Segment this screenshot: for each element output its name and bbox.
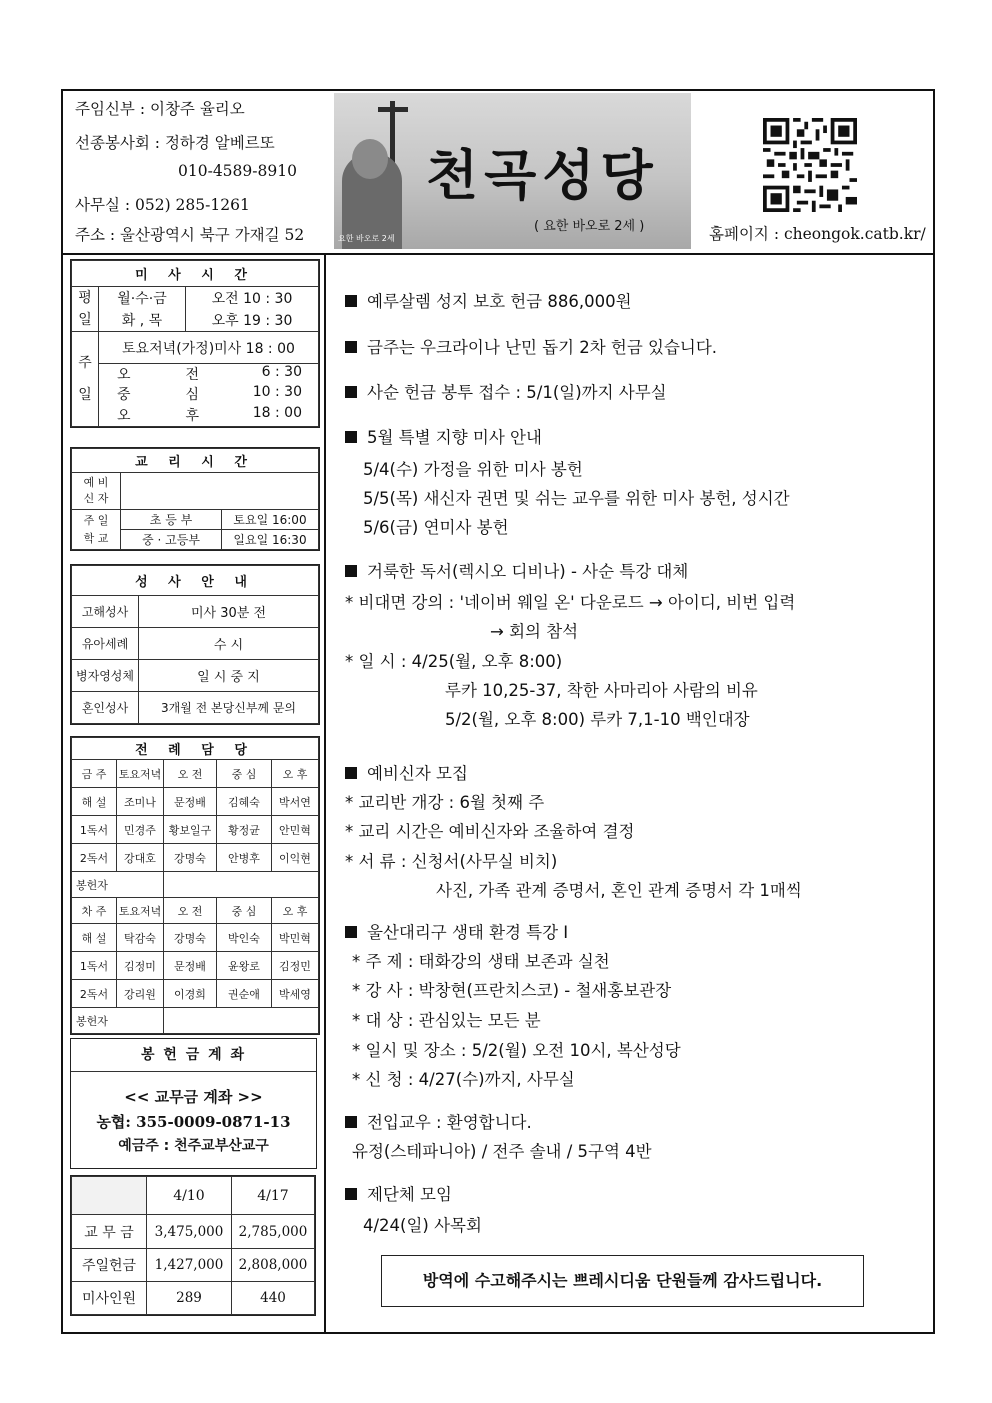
stats-value: 1,427,000 xyxy=(147,1249,232,1282)
sunday-row-2: 중 심 10 : 30 xyxy=(99,384,319,404)
bullet-square-icon xyxy=(345,431,357,443)
stats-label: 주일헌금 xyxy=(72,1249,147,1282)
stats-value: 2,785,000 xyxy=(232,1215,315,1249)
elementary-time: 토요일 16:00 xyxy=(222,510,319,530)
church-banner xyxy=(334,93,691,249)
lectio-date-2: 루카 10,25-37, 착한 사마리아 사람의 비유 xyxy=(445,681,758,700)
stats-value: 289 xyxy=(147,1282,232,1315)
liturgy-cell: 2독서 xyxy=(72,844,117,872)
lectio-online-2: → 회의 참석 xyxy=(490,622,579,641)
liturgy-header-cell: 금 주 xyxy=(72,760,117,788)
column-divider xyxy=(324,253,326,1334)
notice-lectio-title: 거룩한 독서(렉시오 디비나) - 사순 특강 대체 xyxy=(345,558,688,582)
banner-caption: 요한 바오로 2세 xyxy=(338,234,395,243)
church-name: 천곡성당 xyxy=(426,144,659,207)
notice-eco-title: 울산대리구 생태 환경 특강 Ⅰ xyxy=(345,919,568,943)
liturgy-cell: 강리원 xyxy=(117,980,164,1008)
bullet-square-icon xyxy=(345,565,357,577)
notice-jerusalem: 예루살렘 성지 보호 헌금 886,000원 xyxy=(345,288,632,312)
sacrament-name: 유아세례 xyxy=(72,628,139,660)
catechism-title: 교 리 시 간 xyxy=(72,449,319,473)
sunday-row-3: 오 후 18 : 00 xyxy=(99,404,319,426)
mission-phone: 010-4589-8910 xyxy=(178,162,297,180)
sacrament-value: 미사 30분 전 xyxy=(139,596,319,628)
cross-icon xyxy=(378,107,408,112)
catechumen-line: * 교리반 개강 : 6월 첫째 주 xyxy=(345,793,545,812)
catechism-table xyxy=(71,448,319,550)
weekday-days-1: 월·수·금 xyxy=(99,287,186,310)
account-subtitle: << 교무금 계좌 >> xyxy=(124,1088,263,1106)
liturgy-cell: 해 설 xyxy=(72,788,117,816)
notice-catechumen-title: 예비신자 모집 xyxy=(345,760,468,784)
liturgy-cell: 김정미 xyxy=(117,952,164,980)
sacrament-value: 일 시 중 지 xyxy=(139,660,319,692)
stats-date: 4/17 xyxy=(232,1177,315,1215)
may-mass-line: 5/4(수) 가정을 위한 미사 봉헌 xyxy=(363,460,583,479)
liturgy-header-cell: 오 후 xyxy=(272,898,319,924)
account-holder: 예금주 : 천주교부산교구 xyxy=(118,1138,269,1154)
header-divider xyxy=(61,253,935,255)
liturgy-header-cell: 중 심 xyxy=(217,898,272,924)
lectio-date-3: 5/2(월, 오후 8:00) 루카 7,1-10 백인대장 xyxy=(445,710,750,729)
liturgy-cell: 2독서 xyxy=(72,980,117,1008)
catechumen-line: * 서 류 : 신청서(사무실 비치) xyxy=(345,852,558,871)
liturgy-cell: 박서연 xyxy=(272,788,319,816)
liturgy-cell: 강대호 xyxy=(117,844,164,872)
catechumen-line: * 교리 시간은 예비신자와 조율하여 결정 xyxy=(345,822,635,841)
stats-label: 교 무 금 xyxy=(72,1215,147,1249)
liturgy-cell: 해 설 xyxy=(72,924,117,952)
liturgy-header-cell: 오 전 xyxy=(164,898,217,924)
bullet-square-icon xyxy=(345,386,357,398)
sacraments-table xyxy=(71,565,319,724)
bullet-square-icon xyxy=(345,1188,357,1200)
notice-may-mass-title: 5월 특별 지향 미사 안내 xyxy=(345,424,542,448)
liturgy-cell: 황정균 xyxy=(217,816,272,844)
stats-value: 3,475,000 xyxy=(147,1215,232,1249)
stats-value: 2,808,000 xyxy=(232,1249,315,1282)
liturgy-cell: 박민혁 xyxy=(272,924,319,952)
liturgy-title: 전 례 담 당 xyxy=(72,738,319,760)
bullet-square-icon xyxy=(345,926,357,938)
bullet-square-icon xyxy=(345,1116,357,1128)
bullet-square-icon xyxy=(345,767,357,779)
eco-line: * 대 상 : 관심있는 모든 분 xyxy=(352,1011,541,1030)
sacrament-value: 3개월 전 본당신부께 문의 xyxy=(139,692,319,724)
liturgy-cell: 박세영 xyxy=(272,980,319,1008)
bullet-square-icon xyxy=(345,341,357,353)
sacrament-name: 고해성사 xyxy=(72,596,139,628)
liturgy-cell: 박인숙 xyxy=(217,924,272,952)
account-box xyxy=(70,1038,317,1169)
stats-date: 4/10 xyxy=(147,1177,232,1215)
liturgy-cell: 1독서 xyxy=(72,816,117,844)
offertory-cell xyxy=(164,1008,319,1034)
sacrament-value: 수 시 xyxy=(139,628,319,660)
liturgy-cell: 권순애 xyxy=(217,980,272,1008)
middle-high-time: 일요일 16:30 xyxy=(222,530,319,550)
stats-value: 440 xyxy=(232,1282,315,1315)
pastor-info: 주임신부 : 이창주 율리오 xyxy=(75,100,245,118)
stats-corner xyxy=(72,1177,147,1215)
liturgy-header-cell: 중 심 xyxy=(217,760,272,788)
weekday-time-1: 오전 10 : 30 xyxy=(186,287,319,310)
middle-high-label: 중 · 고등부 xyxy=(121,530,222,550)
stats-label: 미사인원 xyxy=(72,1282,147,1315)
closing-thanks-box: 방역에 수고해주시는 쁘레시디움 단원들께 감사드립니다. xyxy=(381,1255,864,1307)
offertory-label: 봉헌자 xyxy=(72,1008,164,1034)
notice-welcome-title: 전입교우 : 환영합니다. xyxy=(345,1109,532,1133)
bullet-square-icon xyxy=(345,295,357,307)
lectio-online: * 비대면 강의 : '네이버 웨일 온' 다운로드 → 아이디, 비번 입력 xyxy=(345,593,796,612)
mass-times-title: 미 사 시 간 xyxy=(72,261,319,287)
account-number: 농협: 355-0009-0871-13 xyxy=(96,1113,291,1131)
sacrament-name: 병자영성체 xyxy=(72,660,139,692)
liturgy-cell: 조미나 xyxy=(117,788,164,816)
saturday-mass: 토요저녁(가정)미사 18 : 00 xyxy=(99,332,319,364)
eco-line: * 일시 및 장소 : 5/2(월) 오전 10시, 복산성당 xyxy=(352,1041,681,1060)
sacrament-name: 혼인성사 xyxy=(72,692,139,724)
liturgy-cell: 강명숙 xyxy=(164,844,217,872)
catechumen-time xyxy=(121,473,319,510)
liturgy-header-cell: 토요저녁 xyxy=(117,898,164,924)
liturgy-header-cell: 오 후 xyxy=(272,760,319,788)
sunday-row-1: 오 전 6 : 30 xyxy=(99,364,319,385)
weekday-label: 평 일 xyxy=(72,287,99,332)
liturgy-table xyxy=(71,737,319,1034)
lectio-date: * 일 시 : 4/25(월, 오후 8:00) xyxy=(345,652,563,671)
mass-times-table xyxy=(71,260,319,427)
sunday-school-label: 주 일 학 교 xyxy=(72,510,121,550)
notice-lent-envelope: 사순 헌금 봉투 접수 : 5/1(일)까지 사무실 xyxy=(345,379,667,403)
liturgy-cell: 황보일구 xyxy=(164,816,217,844)
liturgy-cell: 문정배 xyxy=(164,788,217,816)
liturgy-cell: 탁감숙 xyxy=(117,924,164,952)
may-mass-line: 5/5(목) 새신자 권면 및 쉬는 교우를 위한 미사 봉헌, 성시간 xyxy=(363,489,790,508)
welcome-line: 유정(스테파니아) / 전주 솔내 / 5구역 4반 xyxy=(352,1142,652,1161)
offertory-label: 봉헌자 xyxy=(72,872,164,898)
liturgy-header-cell: 토요저녁 xyxy=(117,760,164,788)
qr-code-icon[interactable] xyxy=(763,118,857,212)
liturgy-cell: 안민혁 xyxy=(272,816,319,844)
liturgy-cell: 민경주 xyxy=(117,816,164,844)
eco-line: * 신 청 : 4/27(수)까지, 사무실 xyxy=(352,1070,575,1089)
mission-info: 선종봉사회 : 정하경 알베르또 xyxy=(75,134,275,152)
eco-line: * 주 제 : 태화강의 생태 보존과 실천 xyxy=(352,952,610,971)
liturgy-cell: 이익현 xyxy=(272,844,319,872)
liturgy-cell: 문정배 xyxy=(164,952,217,980)
liturgy-cell: 윤왕로 xyxy=(217,952,272,980)
sacraments-title: 성 사 안 내 xyxy=(72,566,319,596)
sunday-label: 주 일 xyxy=(72,332,99,427)
may-mass-line: 5/6(금) 연미사 봉헌 xyxy=(363,518,509,537)
elementary-label: 초 등 부 xyxy=(121,510,222,530)
catechumen-label: 예 비 신 자 xyxy=(72,473,121,510)
liturgy-cell: 김혜숙 xyxy=(217,788,272,816)
account-title: 봉 헌 금 계 좌 xyxy=(71,1039,316,1072)
liturgy-header-cell: 오 전 xyxy=(164,760,217,788)
liturgy-cell: 김정민 xyxy=(272,952,319,980)
catechumen-docs: 사진, 가족 관계 증명서, 혼인 관계 증명서 각 1매씩 xyxy=(436,881,802,900)
weekday-time-2: 오후 19 : 30 xyxy=(186,309,319,332)
patron-label: ( 요한 바오로 2세 ) xyxy=(534,219,645,234)
homepage-link[interactable]: 홈페이지 : cheongok.catb.kr/ xyxy=(709,225,926,243)
pope-head xyxy=(352,139,388,179)
liturgy-cell: 이경희 xyxy=(164,980,217,1008)
liturgy-cell: 안병후 xyxy=(217,844,272,872)
office-phone: 사무실 : 052) 285-1261 xyxy=(75,196,250,214)
weekday-days-2: 화 , 목 xyxy=(99,309,186,332)
address: 주소 : 울산광역시 북구 가재길 52 xyxy=(75,226,305,244)
offertory-cell xyxy=(164,872,319,898)
notice-group-title: 제단체 모임 xyxy=(345,1181,452,1205)
group-line: 4/24(일) 사목회 xyxy=(363,1216,482,1235)
liturgy-cell: 강명숙 xyxy=(164,924,217,952)
liturgy-cell: 1독서 xyxy=(72,952,117,980)
notice-ukraine: 금주는 우크라이나 난민 돕기 2차 헌금 있습니다. xyxy=(345,334,717,358)
stats-table xyxy=(71,1176,315,1315)
liturgy-header-cell: 차 주 xyxy=(72,898,117,924)
eco-line: * 강 사 : 박창현(프란치스코) - 철새홍보관장 xyxy=(352,981,672,1000)
